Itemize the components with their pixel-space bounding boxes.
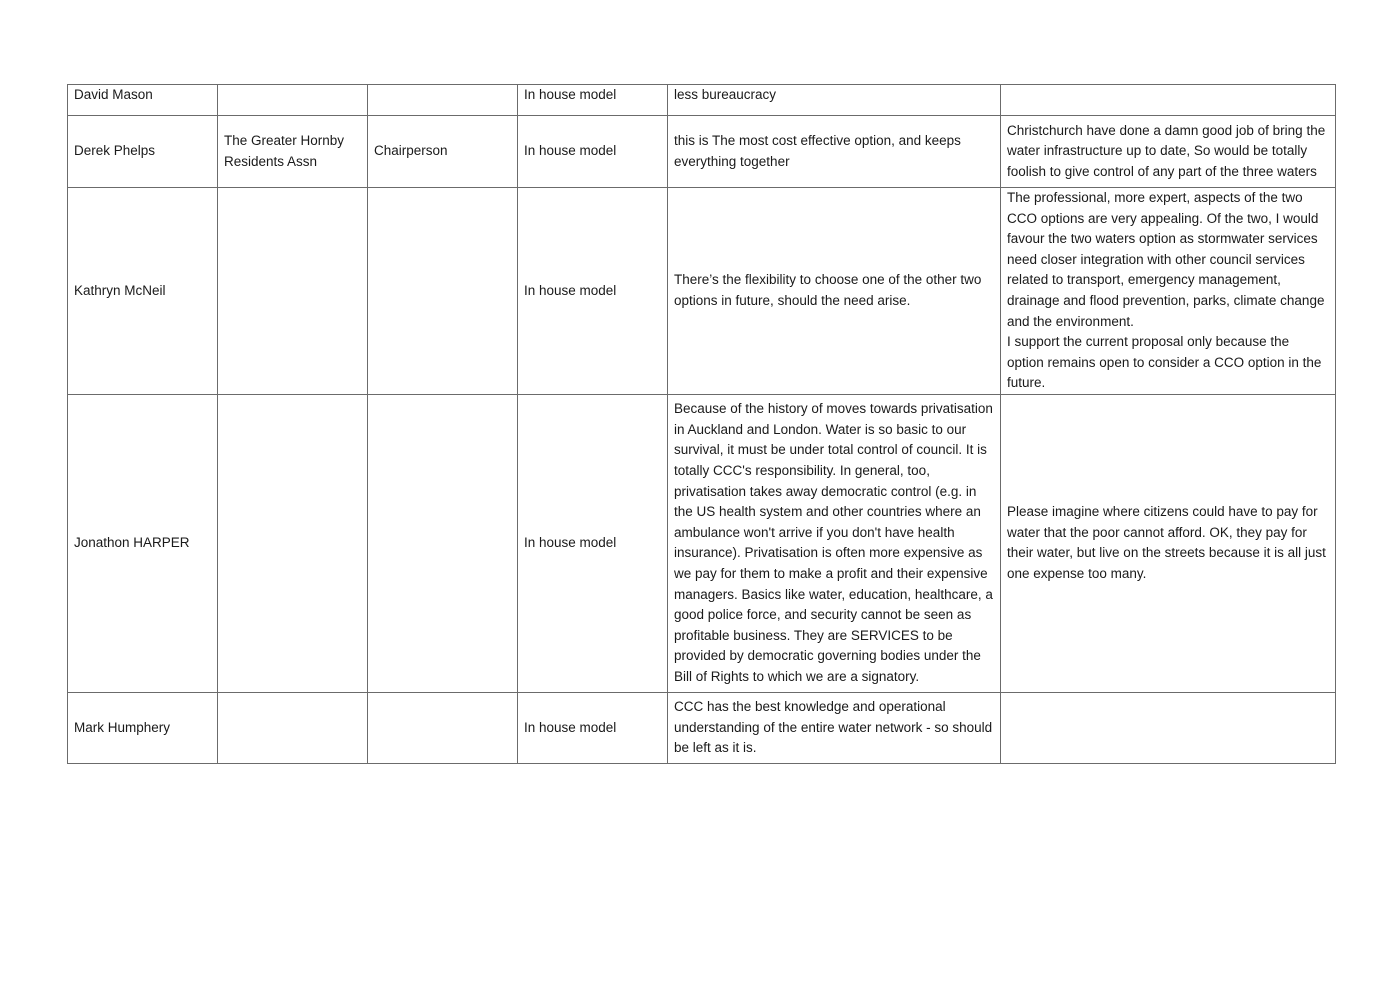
comments-cell [1001,692,1336,763]
organisation-cell: The Greater Hornby Residents Assn [218,116,368,188]
table-row [68,394,1336,692]
reason-cell: this is The most cost effective option, and keeps everything together [668,116,1001,188]
reason-cell: CCC has the best knowledge and operational understanding of the entire water network - so should be left as it is. [668,692,1001,763]
reason-cell: There’s the flexibility to choose one of the other two options in future, should the need arise. [668,188,1001,395]
organisation-cell [218,394,368,692]
comments-cell: Christchurch have done a damn good job of bring the water infrastructure up to date, So would be totally foolish to give control of any part of the three waters [1001,116,1336,188]
role-cell [368,188,518,395]
table-row [68,85,1336,116]
submitter-name-cell: Jonathon HARPER [68,394,218,692]
reason-cell: less bureaucracy [668,85,1001,116]
submitter-name-cell: Mark Humphery [68,692,218,763]
preferred-option-cell: In house model [518,394,668,692]
preferred-option-cell: In house model [518,692,668,763]
submitter-name-cell: Derek Phelps [68,116,218,188]
role-cell [368,692,518,763]
organisation-cell [218,85,368,116]
role-cell [368,394,518,692]
table-row [68,116,1336,188]
table-row [68,188,1336,395]
preferred-option-cell: In house model [518,116,668,188]
submissions-table [67,84,1336,764]
comments-cell [1001,85,1336,116]
submitter-name-cell: Kathryn McNeil [68,188,218,395]
organisation-cell [218,692,368,763]
role-cell: Chairperson [368,116,518,188]
organisation-cell [218,188,368,395]
reason-cell: Because of the history of moves towards privatisation in Auckland and London. Water is so basic to our survival, it must be under total control of council. It is totally CCC's responsibility. In general, too, privatisation takes away democratic control (e.g. in the US health system and other countries where an ambulance won't arrive if you don't have health insurance). Privatisation is often more expensive as we pay for them to make a profit and their expensive managers. Basics like water, education, healthcare, a good police force, and security cannot be seen as profitable business. They are SERVICES to be provided by democratic governing bodies under the Bill of Rights to which we are a signatory. [668,394,1001,692]
comments-cell: Please imagine where citizens could have to pay for water that the poor cannot afford. OK, they pay for their water, but live on the streets because it is all just one expense too many. [1001,394,1336,692]
comments-cell: The professional, more expert, aspects of the two CCO options are very appealing. Of the two, I would favour the two waters option as stormwater services need closer integration with other council services related to transport, emergency management, drainage and flood prevention, parks, climate change and the environment. I support the current proposal only because the option remains open to consider a CCO option in the future. [1001,188,1336,395]
submitter-name-cell: David Mason [68,85,218,116]
table-row [68,692,1336,763]
submissions-page [67,84,1335,764]
role-cell [368,85,518,116]
preferred-option-cell: In house model [518,85,668,116]
preferred-option-cell: In house model [518,188,668,395]
